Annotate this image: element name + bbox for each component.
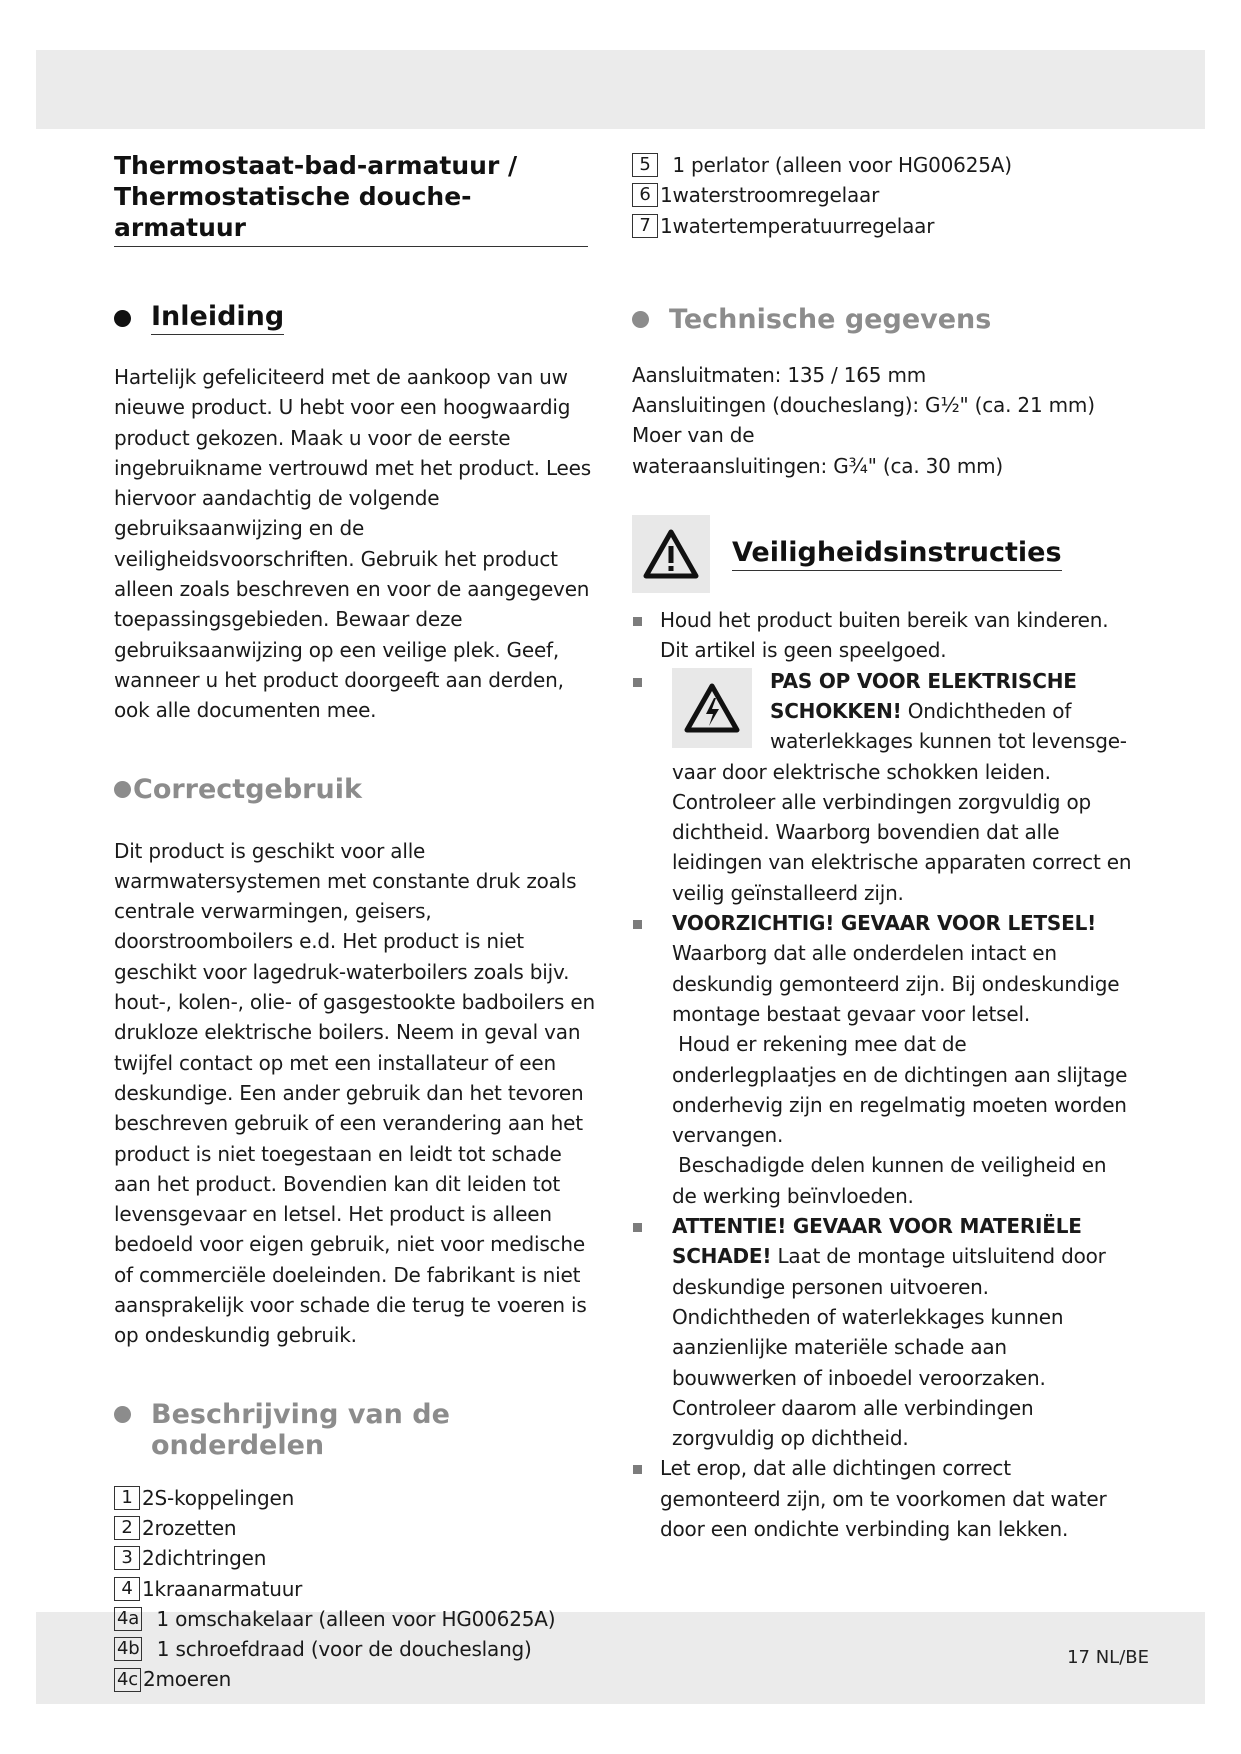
list-item: 4c 2moeren <box>114 1664 604 1694</box>
intro-paragraph: Hartelijk gefeliciteerd met de aankoop van uw nieuwe product. U hebt voor een hoogwaardig product gekozen. Maak u voor de eerste ingebruikname vertrouwd met het product. Lees hiervoor aandachtig de volgende gebruiksaanwijzing en de veiligheidsvoorschriften. Gebruik het product alleen zoals beschreven en voor de aangegeven toepassingsgebieden. Bewaar deze gebruiksaanwijzing op een veilige plek. Geef, wanneer u het product doorgeeft aan derden, ook alle documenten mee. <box>114 365 591 723</box>
list-item: 1 2S-koppelingen <box>114 1483 604 1513</box>
section-bullet-icon <box>114 781 131 798</box>
page-number: 17 NL/BE <box>1067 1647 1149 1668</box>
parts-list-continued <box>632 150 1132 241</box>
square-bullet-icon <box>633 617 642 626</box>
section-bullet-icon <box>632 311 649 328</box>
left-column <box>114 150 604 1695</box>
list-item: 4b 1 schroefdraad (voor de doucheslang) <box>114 1634 604 1664</box>
square-bullet-icon <box>633 1223 642 1232</box>
right-column <box>632 150 1132 1544</box>
document-title <box>114 150 588 247</box>
list-item: 7 1watertemperatuurregelaar <box>632 211 1132 241</box>
list-item: 2 2rozetten <box>114 1513 604 1543</box>
square-bullet-icon <box>633 678 642 687</box>
list-item: VOORZICHTIG! GEVAAR VOOR LETSEL! Waarborg dat alle onderdelen intact en deskundig gemonteerd zijn. Bij ondeskundige montage bestaat gevaar voor letsel. Houd er rekening mee dat de onderlegplaatjes en de dichtingen aan slijtage onderhevig zijn en regelmatig moeten worden vervangen. Beschadigde delen kunnen de veiligheid en de werking beïnvloeden. <box>632 908 1132 1211</box>
title-line-2: Thermostatische douche-armatuur <box>114 182 472 242</box>
parts-list <box>114 1483 604 1695</box>
section-technische-gegevens-heading: Technische gegevens <box>632 304 1132 335</box>
section-bullet-icon <box>114 310 131 327</box>
list-item: 4 1kraanarmatuur <box>114 1574 604 1604</box>
section-beschrijving-heading: Beschrijving van de onderdelen <box>114 1399 604 1461</box>
safety-list <box>632 605 1132 1544</box>
section-correctgebruik-heading: Correctgebruik <box>114 774 604 805</box>
list-item: 5 1 perlator (alleen voor HG00625A) <box>632 150 1132 180</box>
list-item: Let erop, dat alle dichtingen correct gemonteerd zijn, om te voorkomen dat water door een ondichte verbinding kan lekken. <box>632 1453 1132 1544</box>
list-item: 4a 1 omschakelaar (alleen voor HG00625A) <box>114 1604 604 1634</box>
square-bullet-icon <box>633 1465 642 1474</box>
list-item: 6 1waterstroomregelaar <box>632 180 1132 210</box>
section-veiligheidsinstructies-heading: Veiligheidsinstructies <box>632 515 1132 593</box>
list-item: PAS OP VOOR ELEKTRISCHE SCHOKKEN! Ondichtheden of waterlekkages kunnen tot levensge- vaar door elektrische schokken leiden. Controleer alle verbindingen zorgvuldig op dichtheid. Waarborg bovendien dat alle leidingen van elektrische apparaten correct en veilig geïnstalleerd zijn. <box>632 666 1132 908</box>
tech-specs: Aansluitmaten: 135 / 165 mm Aansluitingen (doucheslang): G½" (ca. 21 mm) Moer van de wateraansluitingen: G¾" (ca. 30 mm) <box>632 362 1095 478</box>
list-item: 3 2dichtringen <box>114 1543 604 1573</box>
title-line-1: Thermostaat-bad-armatuur / <box>114 151 518 180</box>
section-bullet-icon <box>114 1406 131 1423</box>
electric-shock-warning-icon <box>672 668 752 748</box>
warning-triangle-icon <box>632 515 710 593</box>
square-bullet-icon <box>633 920 642 929</box>
use-paragraph: Dit product is geschikt voor alle warmwatersystemen met constante druk zoals centrale verwarmingen, geisers, doorstroomboilers e.d. Het product is niet geschikt voor lagedruk-waterboilers zoals bijv. hout-, kolen-, olie- of gasgestookte badboilers en drukloze elektrische boilers. Neem in geval van twijfel contact op met een installateur of een deskundige. Een ander gebruik dan het tevoren beschreven gebruik of een verandering aan het product is niet toegestaan en leidt tot schade aan het product. Bovendien kan dit leiden tot levensgevaar en letsel. Het product is alleen bedoeld voor eigen gebruik, niet voor medische of commerciële doeleinden. De fabrikant is niet aansprakelijk voor schade die terug te voeren is op ondeskundig gebruik. <box>114 838 595 1348</box>
section-inleiding-heading: Inleiding <box>114 301 604 335</box>
list-item: ATTENTIE! GEVAAR VOOR MATERIËLE SCHADE! Laat de montage uitsluitend door deskundige personen uitvoeren. Ondichtheden of waterlekkages kunnen aanzienlijke materiële schade aan bouwwerken of inboedel veroorzaken. Controleer daarom alle verbindingen zorgvuldig op dichtheid. <box>632 1211 1132 1453</box>
list-item: Houd het product buiten bereik van kinderen. Dit artikel is geen speelgoed. <box>632 605 1132 666</box>
header-band <box>36 50 1205 129</box>
